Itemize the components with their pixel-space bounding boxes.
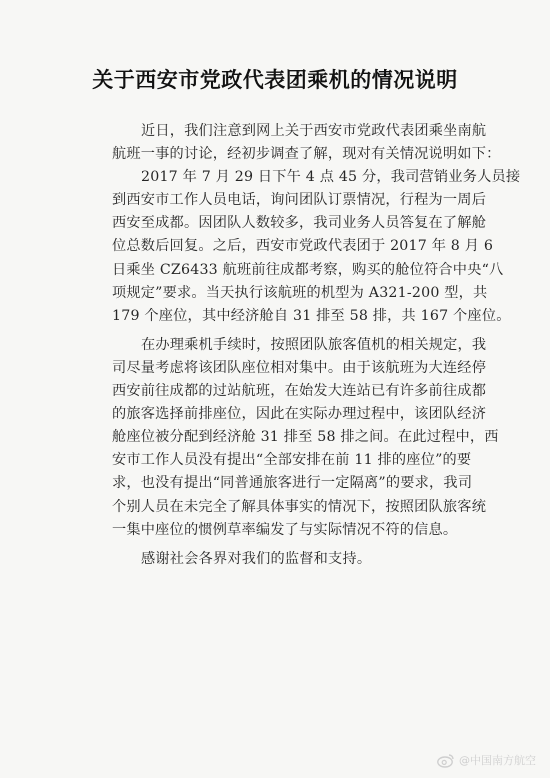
paragraph-3-line-3: 西安前往成都的过站航班，在始发大连站已有许多前往成都	[112, 383, 487, 400]
paragraph-3-line-2: 司尽量考虑将该团队座位相对集中。由于该航班为大连经停	[112, 359, 487, 376]
paragraph-3-line-8: 个别人员在未完全了解具体事实的情况下，按照团队旅客统	[112, 498, 487, 515]
paragraph-1-line-2: 航班一事的讨论，经初步调查了解，现对有关情况说明如下：	[112, 146, 501, 163]
paragraph-3-line-5: 舱座位被分配到经济舱 31 排至 58 排之间。在此过程中，西	[112, 429, 499, 446]
document-body	[112, 120, 521, 571]
paragraph-3-line-9: 一集中座位的惯例草率编发了与实际情况不符的信息。	[112, 521, 458, 538]
paragraph-2-line-7: 179 个座位，其中经济舱自 31 排至 58 排，共 167 个座位。	[112, 307, 511, 324]
paragraph-2-line-5: 日乘坐 CZ6433 航班前往成都考察，购买的舱位符合中央“八	[112, 261, 504, 278]
paragraph-3-line-1: 在办理乘机手续时，按照团队旅客值机的相关规定，我	[141, 336, 487, 353]
paragraph-4-line-1: 感谢社会各界对我们的监督和支持。	[141, 550, 372, 567]
paragraph-2-line-3: 西安至成都。因团队人数较多，我司业务人员答复在了解舱	[112, 215, 487, 232]
paragraph-3-line-6: 安市工作人员没有提出“全部安排在前 11 排的座位”的要	[112, 452, 472, 469]
watermark-text: @中国南方航空	[459, 754, 536, 767]
weibo-watermark	[437, 750, 536, 770]
paragraph-2-line-6: 项规定”要求。当天执行该航班的机型为 A321-200 型，共	[112, 284, 488, 301]
paragraph-3-line-7: 求，也没有提出“同普通旅客进行一定隔离”的要求，我司	[112, 475, 473, 492]
paragraph-2-line-2: 到西安市工作人员电话，询问团队订票情况，行程为一周后	[112, 192, 487, 209]
paragraph-3-line-4: 的旅客选择前排座位，因此在实际办理过程中，该团队经济	[112, 406, 487, 423]
paragraph-2-line-4: 位总数后回复。之后，西安市党政代表团于 2017 年 8 月 6	[112, 238, 494, 255]
document-title: 关于西安市党政代表团乘机的情况说明	[92, 67, 458, 92]
weibo-icon	[437, 753, 455, 768]
paragraph-2-line-1: 2017 年 7 月 29 日下午 4 点 45 分，我司营销业务人员接	[141, 169, 521, 186]
paragraph-1-line-1: 近日，我们注意到网上关于西安市党政代表团乘坐南航	[141, 123, 487, 139]
